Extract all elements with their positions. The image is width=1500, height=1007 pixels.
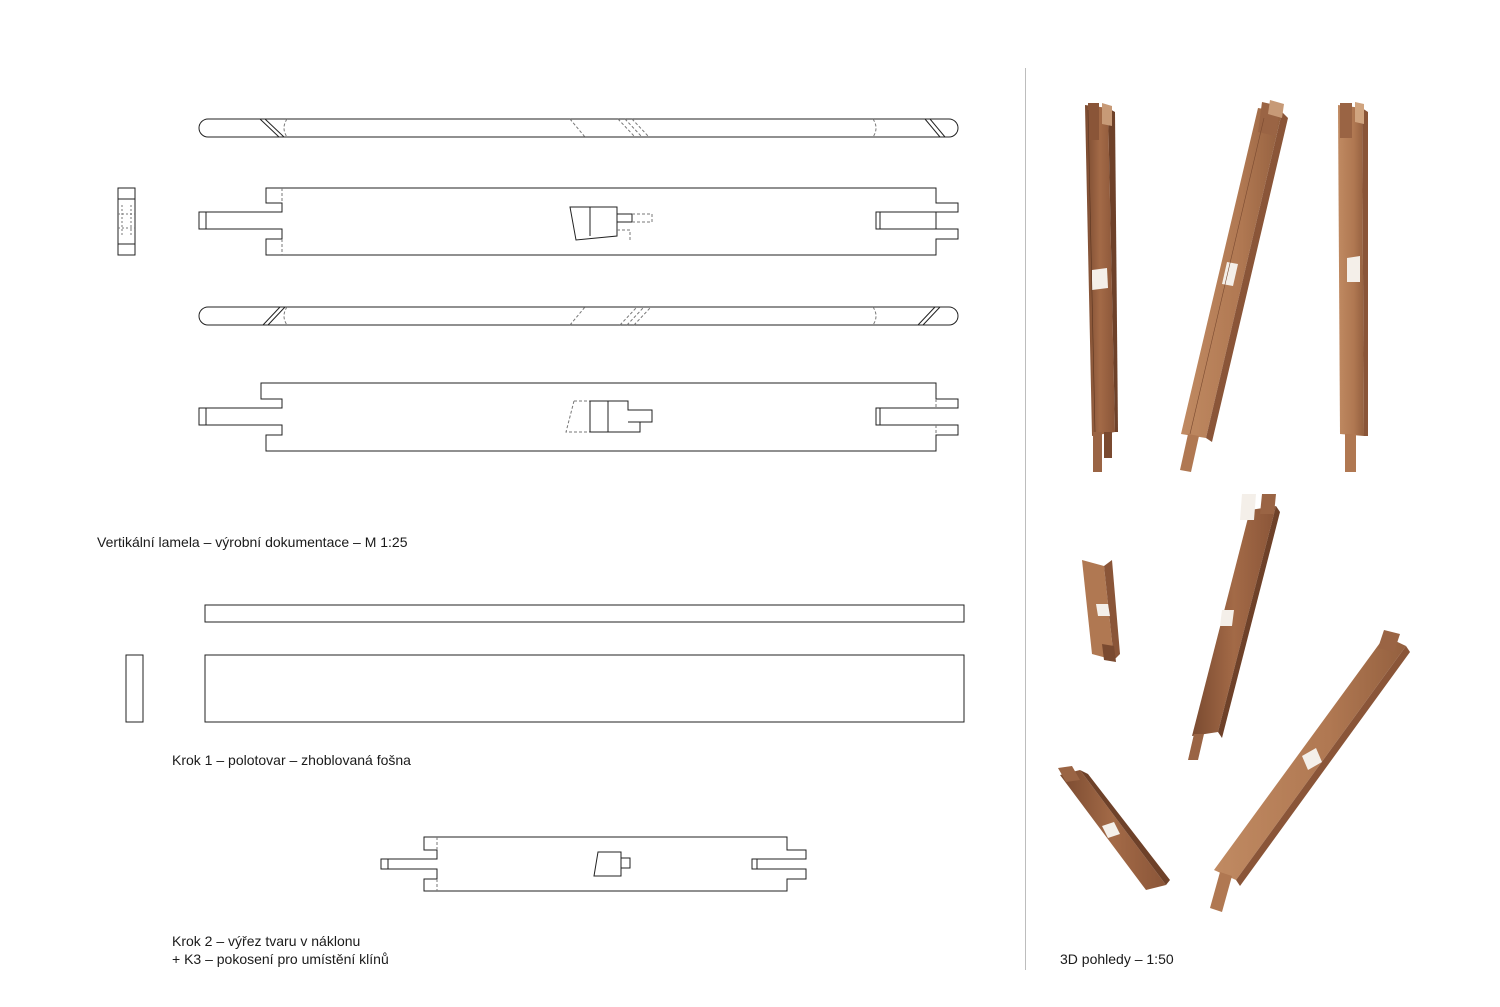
divider-line xyxy=(1025,68,1026,970)
3d-view-1 xyxy=(1085,103,1118,472)
step1-blank xyxy=(126,605,964,722)
top-view-1 xyxy=(199,119,958,137)
main-caption: Vertikální lamela – výrobní dokumentace – M 1:25 xyxy=(97,534,408,550)
front-view-2 xyxy=(199,383,958,451)
3d-view-7 xyxy=(1210,630,1410,912)
3d-view-6 xyxy=(1058,766,1170,890)
3d-view-2 xyxy=(1180,100,1288,472)
3d-view-4 xyxy=(1082,560,1120,662)
step2-caption-line2: + K3 – pokosení pro umístění klínů xyxy=(172,951,389,967)
3d-view-3 xyxy=(1338,102,1368,472)
cross-section xyxy=(118,188,135,255)
front-view-1 xyxy=(199,188,958,255)
step1-caption: Krok 1 – polotovar – zhoblovaná fošna xyxy=(172,752,411,768)
step2-caption-line1: Krok 2 – výřez tvaru v náklonu xyxy=(172,933,361,949)
step2-cut xyxy=(381,837,806,891)
top-view-2 xyxy=(199,307,958,325)
3d-views-caption: 3D pohledy – 1:50 xyxy=(1060,951,1174,967)
3d-view-5 xyxy=(1188,494,1280,760)
